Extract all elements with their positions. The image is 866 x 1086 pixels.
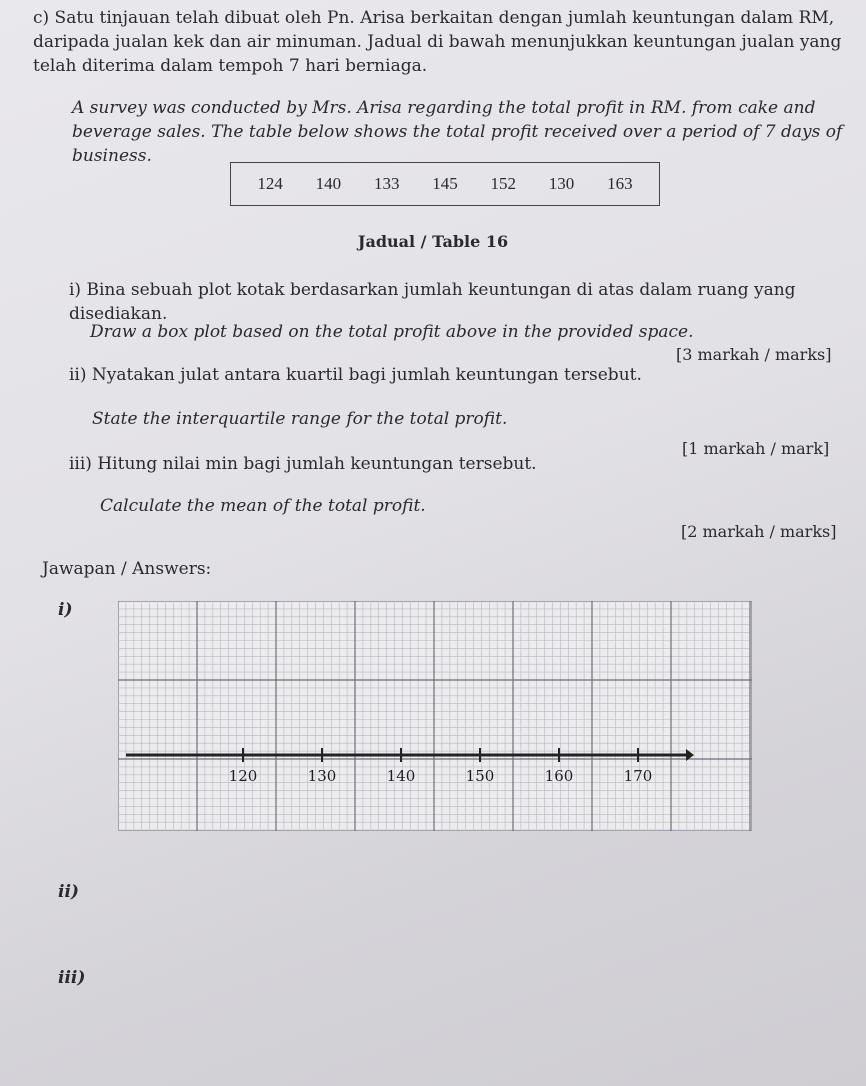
table-cell: 133 xyxy=(373,174,400,193)
intro-english: A survey was conducted by Mrs. Arisa regarding the total profit in RM. from cake and beverage sales. The table below shows the total profit received over a period of 7 days of business. xyxy=(72,98,843,166)
table-cell: 130 xyxy=(548,174,575,193)
axis-tick-label: 140 xyxy=(386,767,416,785)
axis-tick-label: 120 xyxy=(228,767,258,785)
part-iii-english: Calculate the mean of the total profit. xyxy=(100,496,426,516)
part-ii-marks: [1 markah / mark] xyxy=(682,439,830,458)
table-cell: 140 xyxy=(315,174,342,193)
graph-paper xyxy=(118,601,752,831)
part-i-marks: [3 markah / marks] xyxy=(676,345,832,364)
axis-tick-label: 170 xyxy=(623,767,653,785)
answer-label-i: i) xyxy=(58,600,73,620)
table-cell: 145 xyxy=(432,174,458,193)
answers-heading: Jawapan / Answers: xyxy=(42,559,212,579)
part-i-malay: i) Bina sebuah plot kotak berdasarkan jumlah keuntungan di atas dalam ruang yang disediakan. xyxy=(69,280,796,324)
table-cell: 124 xyxy=(257,174,283,193)
answer-label-ii: ii) xyxy=(58,882,79,902)
part-ii-english: State the interquartile range for the total profit. xyxy=(92,409,508,429)
profit-table xyxy=(230,162,660,206)
part-ii-malay: ii) Nyatakan julat antara kuartil bagi jumlah keuntungan tersebut. xyxy=(69,365,642,385)
table-caption: Jadual / Table 16 xyxy=(357,232,509,251)
axis-tick-label: 160 xyxy=(544,767,574,785)
answer-label-iii: iii) xyxy=(58,968,86,988)
intro-malay: c) Satu tinjauan telah dibuat oleh Pn. Arisa berkaitan dengan jumlah keuntungan dalam RM, daripada jualan kek dan air minuman. Jadual di bawah menunjukkan keuntungan jualan yang telah diterima dalam tempoh 7 hari berniaga. xyxy=(33,8,842,76)
part-i-english: Draw a box plot based on the total profit above in the provided space. xyxy=(90,322,694,342)
part-iii-malay: iii) Hitung nilai min bagi jumlah keuntungan tersebut. xyxy=(69,454,537,474)
table-cell: 152 xyxy=(490,174,517,193)
table-cell: 163 xyxy=(607,174,633,193)
axis-tick-label: 130 xyxy=(307,767,337,785)
axis-tick-label: 150 xyxy=(465,767,495,785)
part-iii-marks: [2 markah / marks] xyxy=(681,522,837,541)
